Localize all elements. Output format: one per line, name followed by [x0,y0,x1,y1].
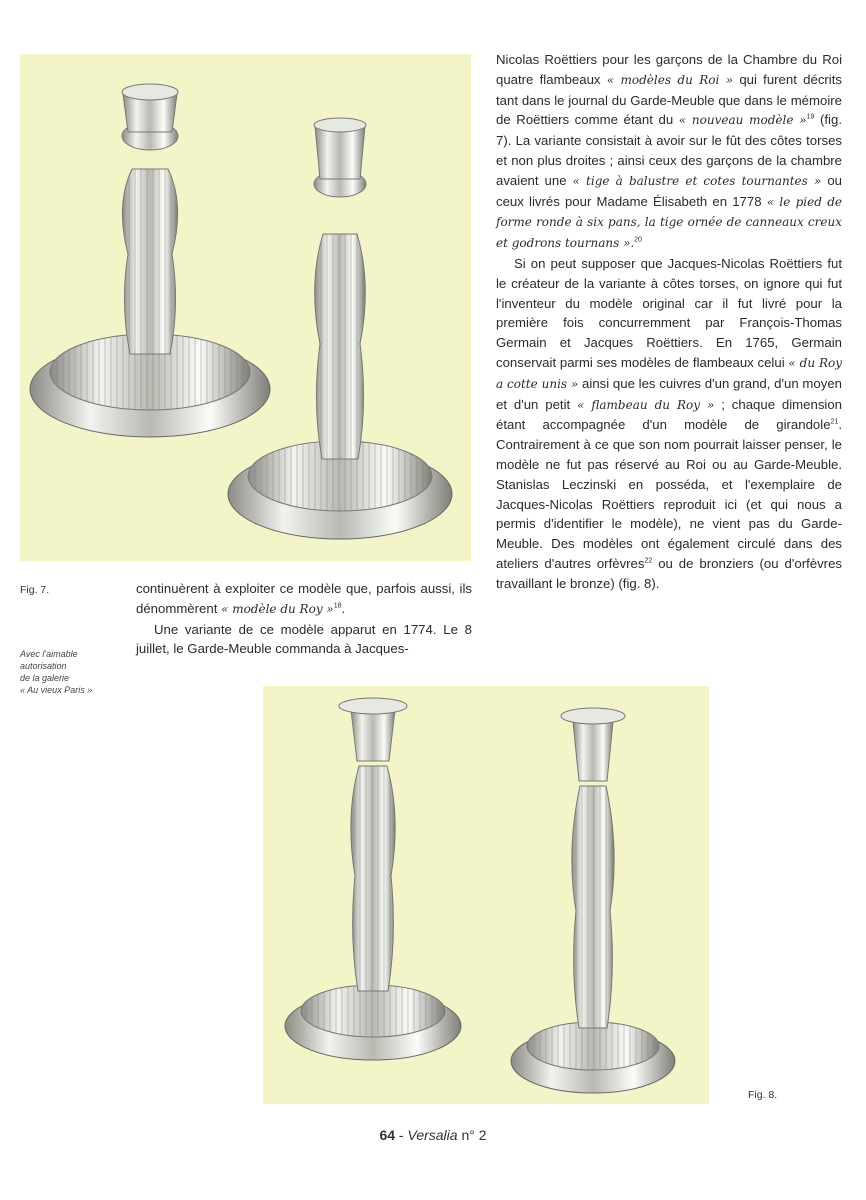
credit-line: de la galerie [20,673,70,683]
left-paragraph-2 [136,620,472,660]
right-text-column [496,50,842,594]
text-run: ou de bronziers (ou d'orfèvres travaillant le bronze) (fig. 8). [496,555,843,591]
right-paragraph-2 [496,254,842,594]
footnote-ref: 18 [333,602,342,610]
italic-quote: « nouveau modèle » [678,113,807,128]
text-run: ainsi que les cuivres d'un grand, d'un moyen et d'un petit [496,375,842,412]
italic-quote: « flambeau du Roy » [577,397,715,412]
right-paragraph-1 [496,50,842,254]
page-footer [0,1127,866,1143]
italic-quote: « modèles du Roi » [606,72,734,87]
italic-quote: « le pied de forme ronde à six pans, la tige ornée de canneaux creux et godrons tournans » [496,194,842,251]
text-run: ; chaque dimension étant accompagnée d'un modèle de girandole [496,396,843,433]
text-run: . [630,235,635,251]
italic-quote: « tige à balustre et cotes tournantes » [572,173,822,188]
candlesticks-fig8-illustration [263,686,709,1104]
footnote-ref: 22 [644,557,653,565]
figure-7-photo [20,54,471,561]
left-text-column [136,579,472,659]
text-run: qui furent décrits tant dans le journal du Garde-Meuble que dans le mémoire de Roëttiers comme étant du [496,71,842,128]
footnote-ref: 19 [806,114,815,121]
candlestick-left [30,84,270,437]
text-run: . [341,600,346,616]
photo-credit [20,648,130,696]
text-run: . Contrairement à ce que son nom pourrait laisser penser, le modèle ne fut pas réservé au Roi ou au Garde-Meuble. Stanislas Leczinski en posséda, et l'exemplaire de Jacques-Nicolas Roëttiers reproduit ici (et qui nous a permis d'identifier le modèle), ne vient pas du Garde-Meuble. Des modèles ont également circulé dans des ateliers d'autres orfèvres [496,417,842,571]
text-run: ou ceux livrés pour Madame Élisabeth en 1778 [496,172,842,209]
italic-quote: « modèle du Roy » [221,601,334,616]
credit-line: « Au vieux Paris » [20,685,93,695]
text-run: Si on peut supposer que Jacques-Nicolas Roëttiers fut le créateur de la variante à côtes torses, on ignore qui fut l'inventeur du modèle original car il fut livré pour la première fois concurremment par François-Thomas Germain et Jacques Roëttiers. En 1765, Germain conservait parmi ses modèles de flambeaux celui [496,255,842,370]
text-run: continuèrent à exploiter ce modèle que, parfois aussi, ils dénommèrent [136,581,472,616]
page-number: 64 [379,1127,396,1143]
left-paragraph-1 [136,579,472,620]
text-run: Nicolas Roëttiers pour les garçons de la Chambre du Roi quatre flambeaux [496,52,842,87]
text-run: Une variante de ce modèle apparut en 1774. Le 8 juillet, le Garde-Meuble commanda à Jacques- [136,621,472,657]
text-run: (fig. 7). La variante consistait à avoir sur le fût des côtes torses et non plus droites ; ainsi ceux des garçons de la chambre avaient une [496,112,842,188]
figure-7-caption: Fig. 7. [20,584,50,596]
credit-line: Avec l'aimable [20,649,78,659]
journal-name: Versalia [407,1127,458,1143]
journal-issue: n° 2 [457,1127,487,1143]
candlestick-left [285,698,461,1060]
candlesticks-fig7-illustration [20,54,471,561]
candlestick-right [228,118,452,539]
italic-quote: « du Roy a cotte unis » [496,355,842,391]
credit-line: autorisation [20,661,67,671]
figure-8-caption: Fig. 8. [748,1089,778,1101]
footer-separator: - [395,1127,408,1143]
footnote-ref: 20 [634,236,642,244]
figure-8-photo [263,686,709,1104]
candlestick-right [511,708,675,1093]
footnote-ref: 21 [830,418,839,426]
